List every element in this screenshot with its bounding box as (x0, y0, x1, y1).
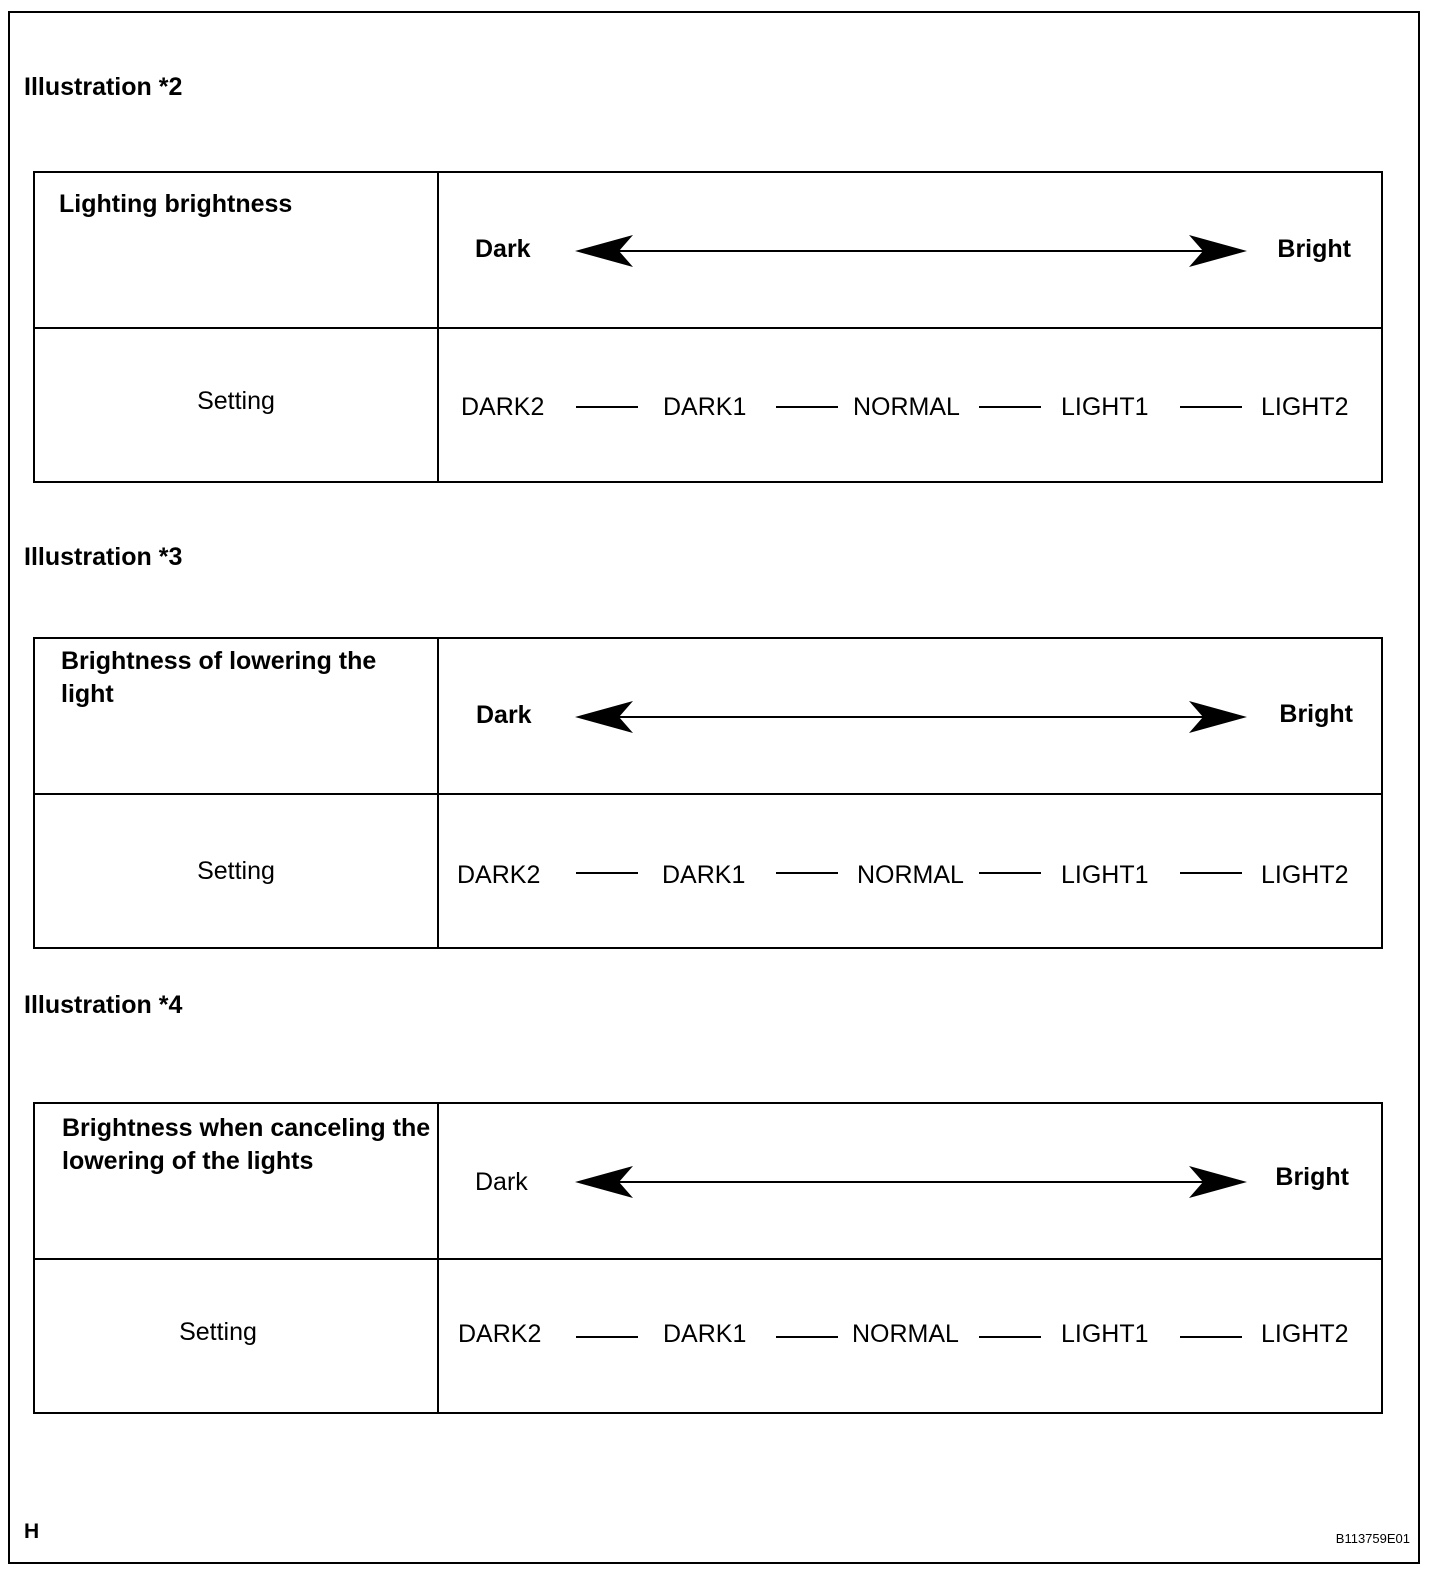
dark-label: Dark (475, 235, 531, 263)
level-light1: LIGHT1 (1061, 393, 1149, 421)
dark-label: Dark (476, 701, 532, 729)
level-normal: NORMAL (857, 861, 964, 889)
figure-code: B113759E01 (1335, 1531, 1410, 1546)
row-label: Brightness of lowering the light (61, 647, 377, 708)
illustration-panel (33, 1102, 1383, 1414)
level-dark2: DARK2 (457, 861, 541, 889)
row-label: Lighting brightness (59, 190, 293, 218)
double-arrow-icon (575, 1164, 1247, 1200)
level-normal: NORMAL (853, 393, 960, 421)
level-connector (979, 872, 1041, 874)
level-normal: NORMAL (852, 1320, 959, 1348)
level-connector (1180, 1336, 1242, 1338)
level-dark1: DARK1 (663, 393, 747, 421)
illustration-panel (33, 171, 1383, 483)
level-connector (979, 406, 1041, 408)
bright-label: Bright (1275, 1163, 1349, 1191)
row-divider (35, 327, 1381, 329)
double-arrow-icon (575, 233, 1247, 269)
dark-label: Dark (475, 1168, 528, 1196)
setting-label: Setting (179, 1318, 257, 1346)
level-light2: LIGHT2 (1261, 1320, 1349, 1348)
level-connector (1180, 406, 1242, 408)
level-light1: LIGHT1 (1061, 861, 1149, 889)
bright-label: Bright (1277, 235, 1351, 263)
level-connector (1180, 872, 1242, 874)
row-divider (35, 1258, 1381, 1260)
illustration-heading: Illustration *2 (24, 73, 183, 101)
level-light2: LIGHT2 (1261, 861, 1349, 889)
level-connector (576, 1336, 638, 1338)
level-connector (576, 406, 638, 408)
illustration-heading: Illustration *3 (24, 543, 183, 571)
setting-label: Setting (197, 857, 275, 885)
level-connector (776, 406, 838, 408)
level-dark1: DARK1 (663, 1320, 747, 1348)
level-dark1: DARK1 (662, 861, 746, 889)
level-dark2: DARK2 (458, 1320, 542, 1348)
setting-label: Setting (197, 387, 275, 415)
double-arrow-icon (575, 699, 1247, 735)
level-dark2: DARK2 (461, 393, 545, 421)
illustration-heading: Illustration *4 (24, 991, 183, 1019)
level-connector (776, 872, 838, 874)
level-light1: LIGHT1 (1061, 1320, 1149, 1348)
illustration-panel (33, 637, 1383, 949)
bright-label: Bright (1279, 700, 1353, 728)
row-label: Brightness when canceling the lowering of the lights (62, 1114, 431, 1175)
level-light2: LIGHT2 (1261, 393, 1349, 421)
footer-section-letter: H (24, 1520, 40, 1543)
level-connector (776, 1336, 838, 1338)
level-connector (979, 1336, 1041, 1338)
row-divider (35, 793, 1381, 795)
level-connector (576, 872, 638, 874)
